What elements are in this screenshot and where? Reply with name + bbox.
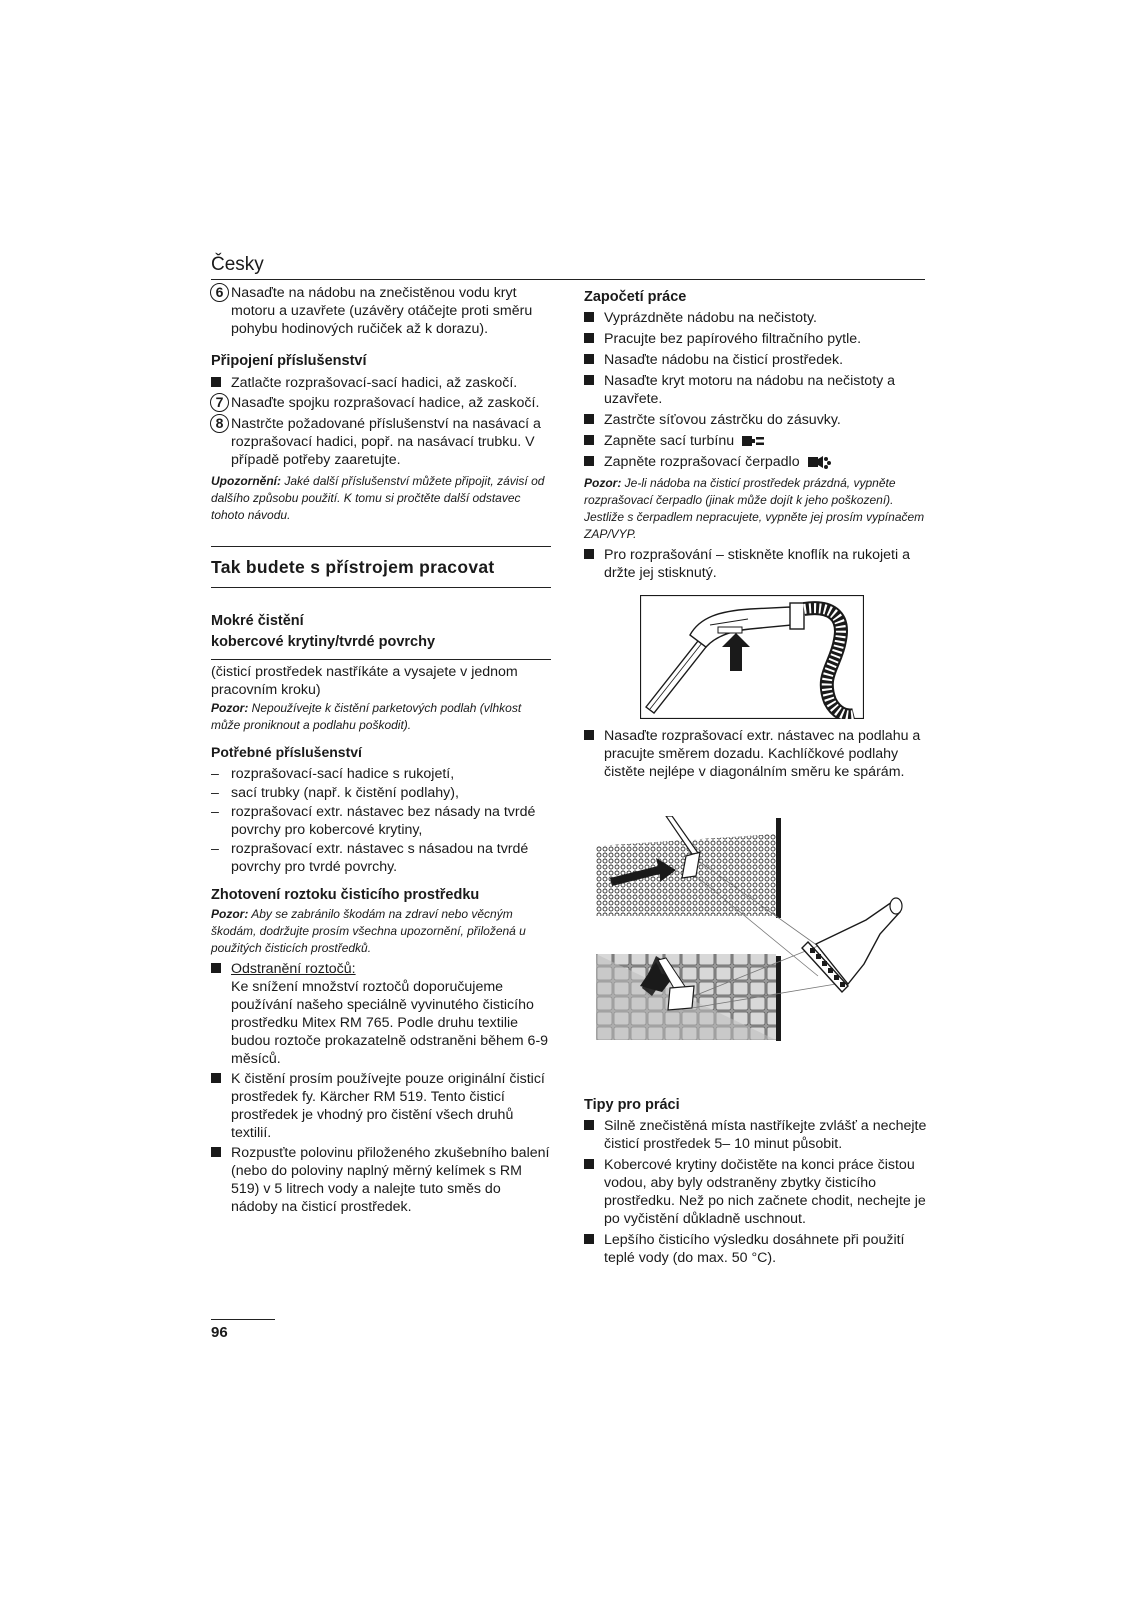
language-heading: Česky: [211, 254, 264, 275]
list-item: [211, 803, 551, 839]
header-rule: [211, 279, 925, 280]
step-number-7: 7: [210, 393, 229, 412]
note-parquet: [211, 700, 551, 734]
needed-accessories-list: [211, 765, 551, 876]
nozzle-item: [584, 727, 929, 781]
list-item: [211, 765, 551, 783]
section-rule-top: [211, 546, 551, 547]
dash-bullet: –: [211, 785, 219, 801]
note-text: Nepoužívejte k čistění parketových podlah (vlhkost může proniknout a podlahu poškodit).: [211, 701, 522, 732]
list-item-text: rozprašovací-sací hadice s rukojetí,: [231, 766, 455, 782]
square-bullet-icon: [584, 549, 594, 559]
list-item: [584, 1156, 929, 1228]
solution-heading: Zhotovení roztoku čisticího prostředku: [211, 887, 480, 903]
mites-item: [211, 960, 551, 1068]
list-item: [211, 784, 551, 802]
list-item: [211, 840, 551, 876]
floor-cleaning-illustration: [596, 816, 916, 1041]
square-bullet-icon: [584, 1120, 594, 1130]
wet-cleaning-title-2: kobercové krytiny/tvrdé povrchy: [211, 634, 436, 650]
step-6-text: Nasaďte na nádobu na znečistěnou vodu kryt motoru a uzavřete (uzávěry otáčejte proti směru pohybu hodinových ručiček až k dorazu).: [231, 285, 533, 337]
accessories-item: [211, 374, 551, 392]
spray-item-text: Pro rozprašování – stiskněte knoflík na rukojeti a držte jej stisknutý.: [604, 547, 910, 581]
right-column: [584, 284, 929, 582]
wet-cleaning-title-1: Mokré čistění: [211, 613, 304, 629]
list-item-text: Silně znečistěná místa nastříkejte zvlášť a nechejte čisticí prostředek 5– 10 minut působit.: [604, 1118, 927, 1152]
left-column: [211, 284, 551, 1216]
spray-item: [584, 546, 929, 582]
mites-text: Ke snížení množství roztočů doporučujeme používání našeho speciálně vyvinutého čisticího prostředku Mitex RM 765. Podle druhu textilie budou roztoče prokazatelně odstraněni během 6-9 měsíců.: [231, 979, 549, 1067]
list-item: [584, 372, 929, 408]
list-item-text: Nasaďte kryt motoru na nádobu na nečistoty a uzavřete.: [604, 373, 896, 407]
list-item: [584, 351, 929, 369]
list-item-text: Lepšího čisticího výsledku dosáhnete při použití teplé vody (do max. 50 °C).: [604, 1232, 905, 1266]
square-bullet-icon: [584, 1234, 594, 1244]
dash-bullet: –: [211, 766, 219, 782]
page-number-rule: [211, 1319, 275, 1320]
accessories-item-text: Zatlačte rozprašovací-sací hadici, až zaskočí.: [231, 375, 518, 391]
solution-item: [211, 1144, 551, 1216]
note-label: Pozor:: [584, 476, 622, 490]
step-number-8: 8: [210, 414, 229, 433]
start-work-list: [584, 309, 929, 471]
step-8-text: Nastrčte požadované příslušenství na nasávací a rozprašovací hadici, popř. na nasávací trubku. V případě potřeby zaaretujte.: [231, 416, 541, 468]
solution-item-text: K čistění prosím používejte pouze originální čisticí prostředek fy. Kärcher RM 519. Tento čisticí prostředek je vhodný pro čistění všech druhů textilií.: [231, 1071, 545, 1141]
list-item: [584, 1117, 929, 1153]
note-label: Upozornění:: [211, 474, 281, 488]
note-pump: [584, 475, 929, 543]
square-bullet-icon: [211, 1147, 221, 1157]
solution-item-text: Rozpusťte polovinu přiloženého zkušebního balení (nebo do poloviny naplný měrný kelímek s RM 519) v 5 litrech vody a nalejte tuto směs do nádoby na čisticí prostředek.: [231, 1145, 550, 1215]
note-text: Jaké další příslušenství můžete připojit, závisí od dalšího způsobu použití. K tomu si pročtěte další odstavec tohoto návodu.: [211, 474, 545, 522]
step-7-text: Nasaďte spojku rozprašovací hadice, až zaskočí.: [231, 395, 540, 411]
square-bullet-icon: [584, 375, 594, 385]
note-label: Pozor:: [211, 701, 249, 715]
list-item-text: Nasaďte nádobu na čisticí prostředek.: [604, 352, 844, 368]
list-item-text: sací trubky (např. k čistění podlahy),: [231, 785, 459, 801]
list-item: [584, 432, 929, 450]
wet-cleaning-rule: [211, 659, 551, 660]
list-item: [584, 411, 929, 429]
list-item: [584, 309, 929, 327]
nozzle-section: [584, 727, 929, 781]
page-number: 96: [211, 1324, 228, 1341]
list-item: [584, 1231, 929, 1267]
needed-accessories-heading: Potřebné příslušenství: [211, 744, 362, 760]
note-text: Aby se zabránilo škodám na zdraví nebo věcným škodám, dodržujte prosím všechna upozornění, přiložená u použitých čisticích prostředků.: [211, 907, 526, 955]
tips-section: [584, 1096, 929, 1267]
square-bullet-icon: [211, 377, 221, 387]
tips-list: [584, 1117, 929, 1267]
note-text: Je-li nádoba na čisticí prostředek prázdná, vypněte rozprašovací čerpadlo (jinak může dojít k jeho poškození). Jestliže s čerpadlem nepracujete, vypněte jej prosím vypínačem ZAP/VYP.: [584, 476, 925, 541]
square-bullet-icon: [584, 1159, 594, 1169]
list-item-text: Zastrčte síťovou zástrčku do zásuvky.: [604, 412, 841, 428]
square-bullet-icon: [584, 730, 594, 740]
square-bullet-icon: [211, 1073, 221, 1083]
wet-cleaning-intro: (čisticí prostředek nastříkáte a vysajete v jednom pracovním kroku): [211, 664, 518, 698]
square-bullet-icon: [211, 963, 221, 973]
section-rule-bottom: [211, 587, 551, 588]
list-item-text: rozprašovací extr. nástavec s násadou na tvrdé povrchy pro tvrdé povrchy.: [231, 841, 529, 875]
tips-heading: Tipy pro práci: [584, 1097, 680, 1113]
list-item-text: Pracujte bez papírového filtračního pytle.: [604, 331, 862, 347]
step-8: [211, 415, 551, 469]
section-title: Tak budete s přístrojem pracovat: [211, 557, 495, 577]
square-bullet-icon: [584, 435, 594, 445]
square-bullet-icon: [584, 312, 594, 322]
square-bullet-icon: [584, 354, 594, 364]
step-6: [211, 284, 551, 338]
square-bullet-icon: [584, 333, 594, 343]
dash-bullet: –: [211, 804, 219, 820]
dash-bullet: –: [211, 841, 219, 857]
note-label: Pozor:: [211, 907, 249, 921]
step-number-6: 6: [210, 283, 229, 302]
nozzle-item-text: Nasaďte rozprašovací extr. nástavec na podlahu a pracujte směrem dozadu. Kachlíčkové podlahy čistěte nejlépe v diagonálním směru ke spárám.: [604, 728, 921, 780]
list-item-text: Zapněte rozprašovací čerpadlo: [604, 454, 800, 470]
mites-label: Odstranění roztočů:: [231, 961, 356, 977]
list-item: [584, 453, 929, 471]
square-bullet-icon: [584, 456, 594, 466]
spray-handle-illustration: [640, 595, 864, 719]
note-solution: [211, 906, 551, 957]
list-item: [584, 330, 929, 348]
list-item-text: rozprašovací extr. nástavec bez násady na tvrdé povrchy pro kobercové krytiny,: [231, 804, 536, 838]
list-item-text: Vyprázdněte nádobu na nečistoty.: [604, 310, 817, 326]
list-item-text: Zapněte sací turbínu: [604, 433, 735, 449]
list-item-text: Kobercové krytiny dočistěte na konci práce čistou vodou, aby byly odstraněny zbytky čisticího prostředku. Než po nich začnete chodit, nechejte je po vyčistění důkladně uschnout.: [604, 1157, 926, 1227]
square-bullet-icon: [584, 414, 594, 424]
accessories-heading: Připojení příslušenství: [211, 353, 367, 369]
suction-turbine-icon: [742, 434, 764, 448]
note-accessories: [211, 473, 551, 524]
start-work-heading: Započetí práce: [584, 289, 687, 305]
step-7: [211, 394, 551, 412]
spray-pump-icon: [808, 454, 832, 470]
solution-item: [211, 1070, 551, 1142]
